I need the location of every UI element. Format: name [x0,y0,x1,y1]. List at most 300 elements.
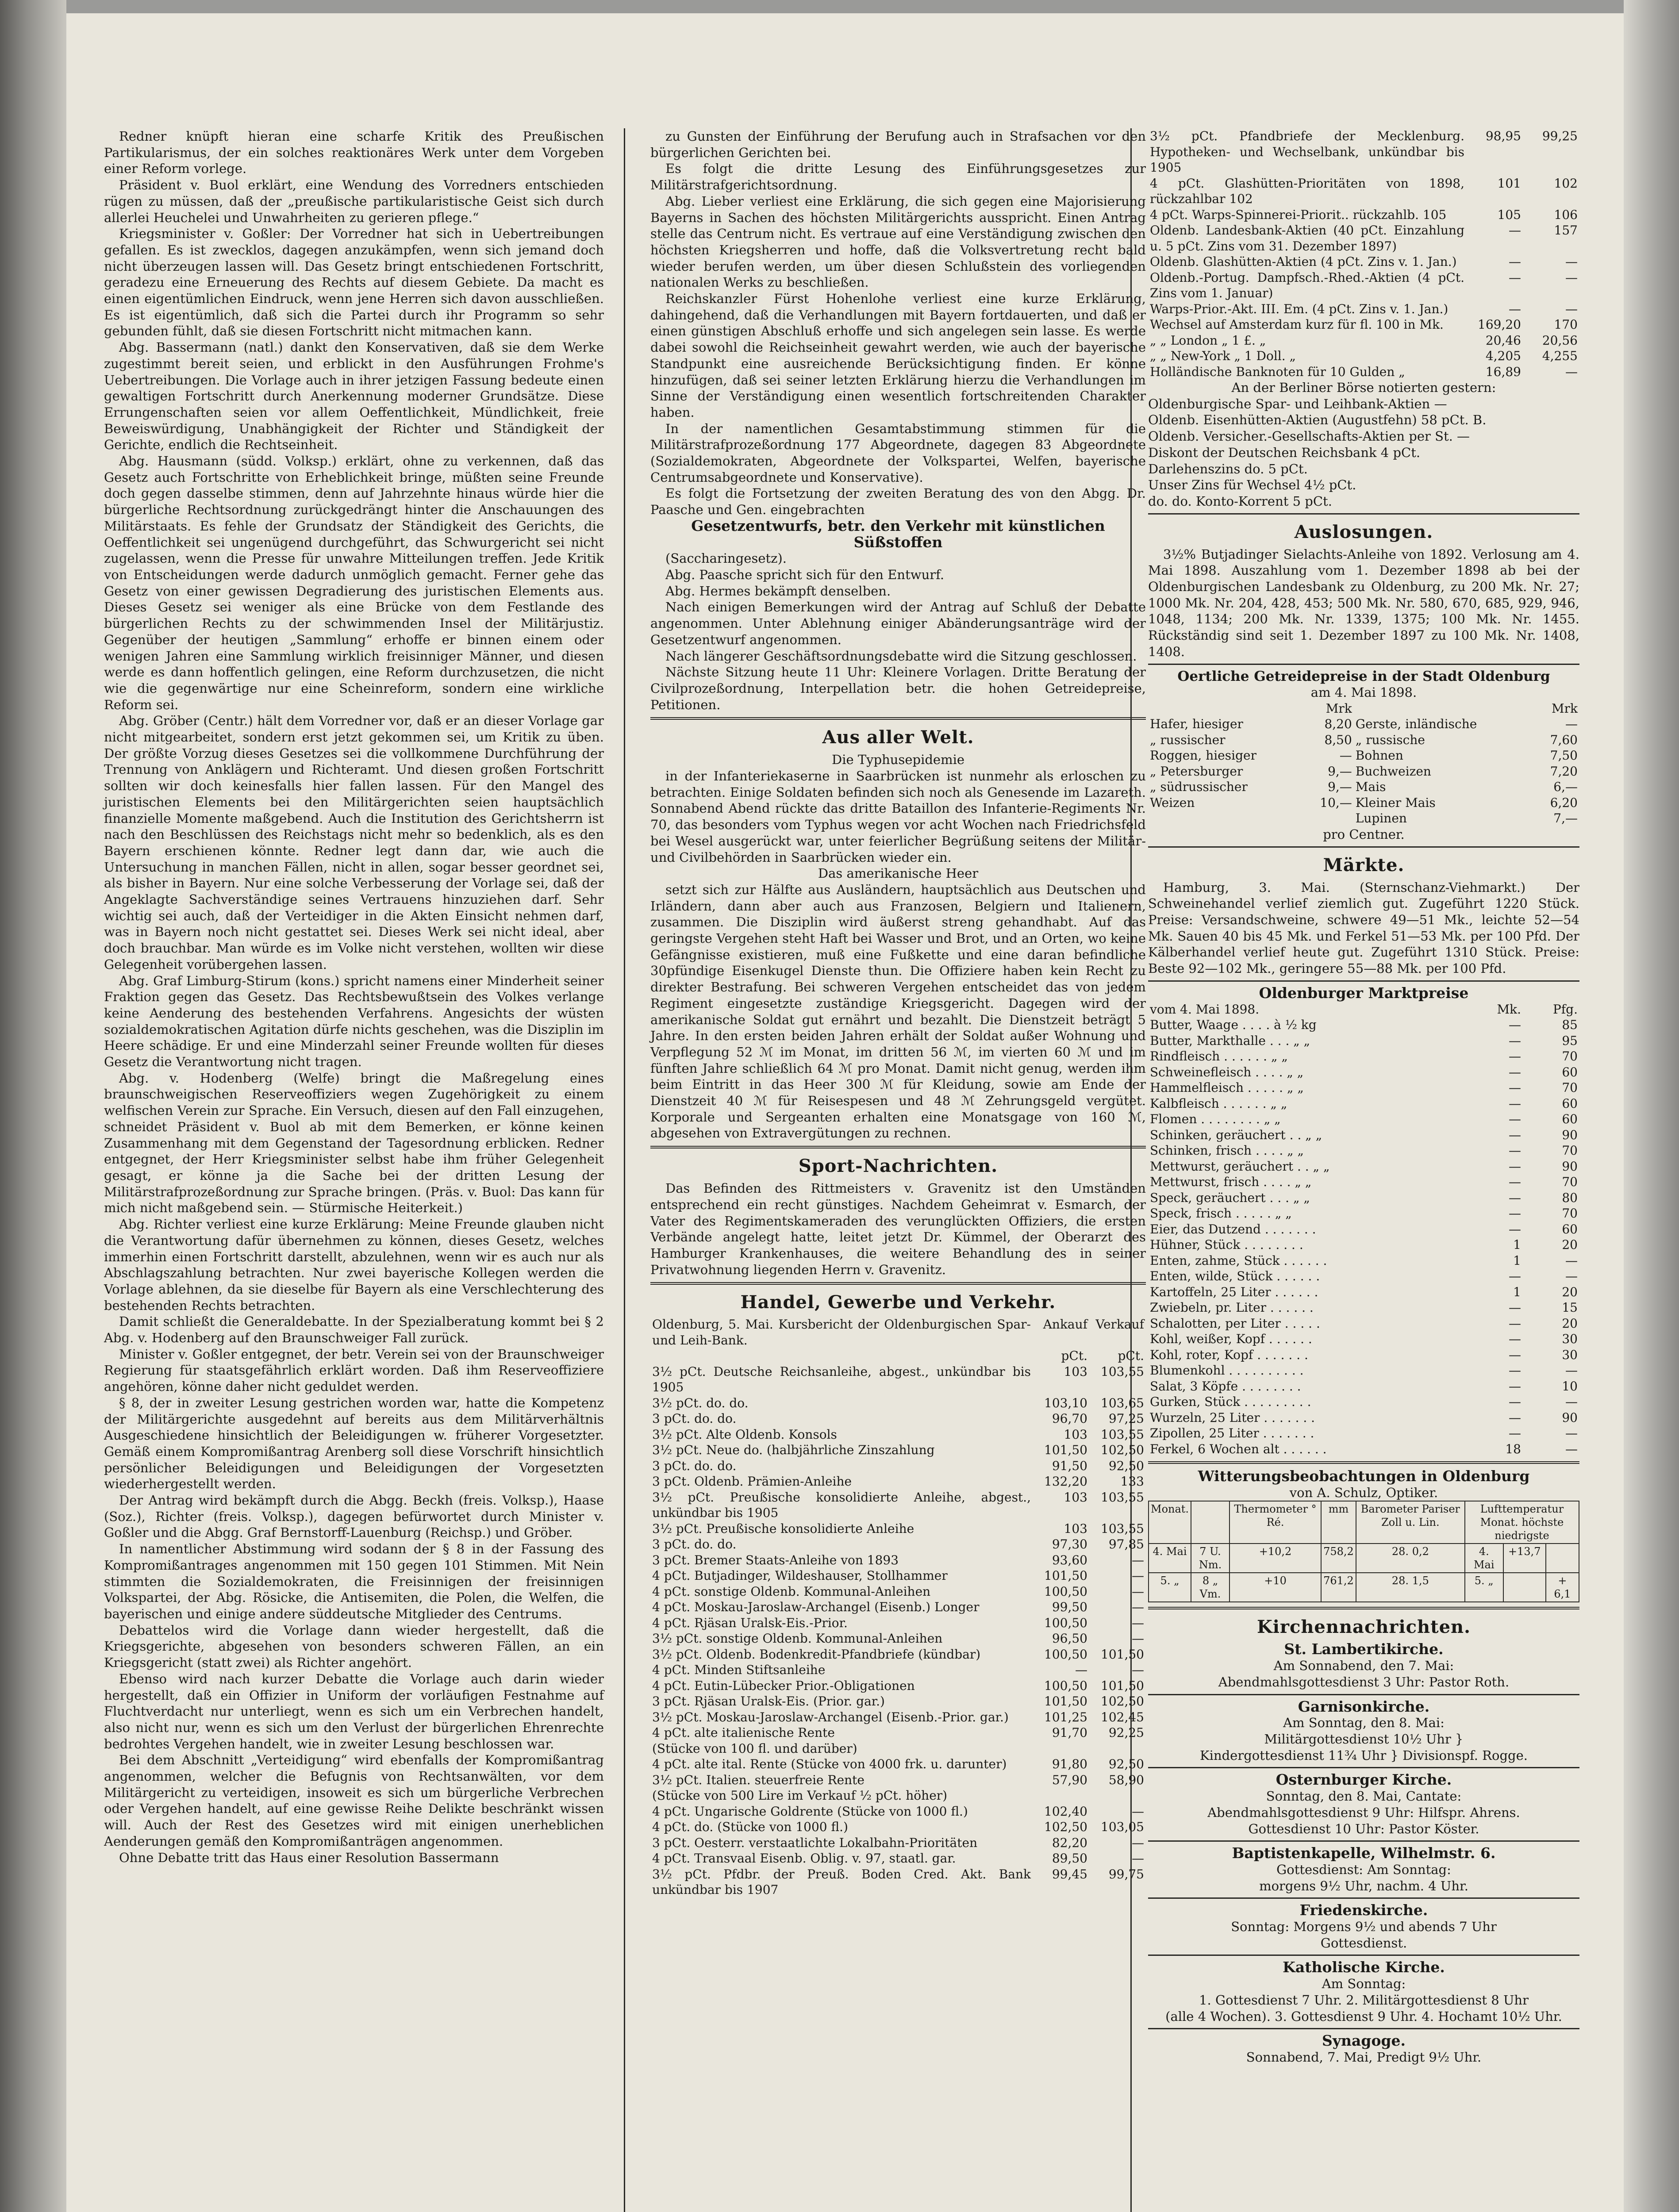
market-price-row [1148,1064,1579,1080]
paragraph: Reichskanzler Fürst Hohenlohe verliest eine kurze Erklärung, dahingehend, daß die Verhandlungen mit Bayern fortdauerten, und daß er einen günstigen Abschluß erhoffe und sich angelegen sein lasse. Es werde dabei sowohl die Reichseinheit gewahrt werden, wie auch der bayerische Standpunkt eine ausreichende Berücksichtigung finden. Er könne hinzufügen, daß sei seiner letzten Erklärung hierzu die Verhandlungen im Sinne der Verständigung einen wesentlich fortschreitenden Charakter haben. [650,291,1146,420]
market-col-mk: Mk. [1497,1002,1521,1017]
trade-row-cell: 100,50 [1044,1678,1087,1693]
trade-row [650,1741,1146,1757]
trade-row-cell: 4 pCt. Eutin-Lübecker Prior.-Obligationen [652,1678,915,1693]
market-price-row [1148,1425,1579,1441]
trade-row-cell: 103,55 [1101,1427,1144,1442]
paragraph: Abg. Paasche spricht sich für den Entwurf. [665,567,945,582]
trade-col-unit: pCt. [1118,1348,1144,1363]
trade-row-cell: 103 [1064,1521,1087,1536]
weather-col: mm [1321,1501,1356,1544]
paragraph: zu Gunsten der Einführung der Berufung auch in Strafsachen vor den bürgerlichen Gerichten bei. [650,129,1146,160]
trade-row-cell: 4 pCt. sonstige Oldenb. Kommunal-Anleihen [652,1584,931,1599]
stock-row-cell: Oldenb. Glashütten-Aktien (4 pCt. Zins v. 1. Jan.) [1150,254,1457,269]
bill-paragraphs [650,550,1146,713]
stock-row-cell: 101 [1497,176,1521,191]
market-price-row [1148,1253,1579,1269]
trade-row-cell: 101,50 [1101,1647,1144,1662]
trade-row-cell: 97,30 [1052,1537,1087,1552]
section-divider [1148,2028,1579,2029]
berlin-line: Oldenburgische Spar- und Leihbank-Aktien — [1148,396,1447,411]
church-line: Am Sonntag: [1322,1976,1406,1992]
trade-row-cell: 4 pCt. Minden Stiftsanleihe [652,1663,826,1678]
section-divider [1148,1767,1579,1768]
weather-cell: +10 [1229,1573,1321,1602]
stock-row-cell: 105 [1497,207,1521,222]
trade-rates-table [650,1364,1146,1898]
trade-row-cell: 103,55 [1101,1364,1144,1379]
stock-row-cell: „ „ London „ 1 £. „ [1150,333,1266,348]
market-price-row-cell: — [1565,1253,1578,1268]
trade-row-cell: 99,45 [1052,1866,1087,1882]
market-price-row-cell: Butter, Waage . . . . à ½ kg [1150,1018,1317,1033]
market-price-row-cell: 60 [1562,1064,1578,1079]
berlin-line: Oldenb. Eisenhütten-Aktien (Augustfehn) 58 pCt. B. [1148,412,1487,428]
market-price-row-cell: Schalotten, per Liter . . . . . [1150,1316,1320,1331]
market-price-row-cell: 70 [1562,1143,1578,1158]
church-line: morgens 9½ Uhr, nachm. 4 Uhr. [1259,1878,1468,1893]
grain-unit: Mrk [1326,701,1352,716]
stock-row-cell: Oldenb. Landesbank-Aktien (40 pCt. Einzahlung u. 5 pCt. Zins vom 31. Dezember 1897) [1150,223,1464,253]
trade-row-cell: 92,50 [1108,1757,1144,1772]
weather-cell: 7 U. Nm. [1191,1544,1229,1573]
weather-cell: 758,2 [1321,1544,1356,1573]
grain-cell: 7,60 [1550,732,1578,747]
market-col-pfg: Pfg. [1552,1002,1578,1017]
section-divider [1148,1694,1579,1695]
stock-row-cell: Holländische Banknoten für 10 Gulden „ [1150,364,1405,379]
trade-row-cell: 82,20 [1052,1835,1087,1850]
trade-row-cell: 3½ pCt. Preußische konsolidierte Anleihe [652,1521,914,1536]
market-price-row [1148,1221,1579,1237]
market-price-row-cell: Gurken, Stück . . . . . . . . . [1150,1394,1311,1409]
stock-row-cell: — [1565,270,1578,285]
trade-row-cell: 89,50 [1052,1851,1087,1866]
paragraph: § 8, der in zweiter Lesung gestrichen worden war, hatte die Kompetenz der Militärgerichte ausgedehnt auf bereits aus dem Militärverhältnis Ausgeschiedene hinsichtlich der Beleidigungen w. früherer Vorgesetzter. Gemäß einem Kompromißantrag Arenberg soll diese Vorschrift hinsichtlich persönlicher Beleidigungen und Beleidigungen der Vorgesetzten wiederhergestellt werden. [104,1395,604,1492]
page-edge [1624,0,1679,2212]
grain-row [1148,795,1579,811]
grain-date: am 4. Mai 1898. [1310,685,1417,700]
market-price-row [1148,1316,1579,1332]
paragraph: Abg. Richter verliest eine kurze Erklärung: Meine Freunde glauben nicht die Verantwortung dafür übernehmen zu können, dieses Gesetz, welches immerhin einen Fortschritt darstellt, abzulehnen, wenn wir es auch nur als Abschlagszahlung betrachten. Nur zwei bayerische Kollegen werden die Vorlage ablehnen, da sie dieselbe für Bayern als eine Verschlechterung des bestehenden Rechts betrachten. [104,1217,604,1313]
paragraph: Abg. Hermes bekämpft denselben. [665,583,891,599]
grain-cell: 6,— [1553,780,1578,795]
trade-row-cell: 3 pCt. Bremer Staats-Anleihe von 1893 [652,1552,899,1567]
church-line: Abendmahlsgottesdienst 9 Uhr: Hilfspr. Ahrens. [1207,1805,1520,1820]
trade-row [650,1678,1146,1694]
stock-row-cell: 4 pCt. Glashütten-Prioritäten von 1898, rückzahlbar 102 [1150,176,1464,206]
trade-row-cell: — [1132,1600,1144,1615]
trade-row [650,1756,1146,1772]
grain-cell: Weizen [1150,795,1195,810]
church-line: Kindergottesdienst 11¾ Uhr } Divisionspf. Rogge. [1200,1747,1528,1763]
market-price-row [1148,1096,1579,1112]
grain-cell: 9,— [1328,764,1352,779]
paragraph: Ohne Debatte tritt das Haus einer Resolution Bassermann [119,1850,499,1865]
church-line: Abendmahlsgottesdienst 3 Uhr: Pastor Roth. [1218,1674,1510,1690]
trade-row-cell: 103,55 [1101,1521,1144,1536]
grain-cell: „ Petersburger [1150,764,1243,779]
catholic-heading: Katholische Kirche. [1283,1959,1445,1976]
section-divider [1148,664,1579,665]
market-price-row-cell: Speck, frisch . . . . . „ „ [1150,1206,1292,1221]
section-divider [1148,1955,1579,1956]
trade-row-cell: (Stücke von 500 Lire im Verkauf ½ pCt. höher) [652,1788,948,1803]
baptist-heading: Baptistenkapelle, Wilhelmstr. 6. [1232,1844,1496,1862]
church-notices [1148,1641,1579,2065]
market-price-row [1148,1441,1579,1457]
section-divider [1148,1607,1579,1609]
trade-row [650,1725,1146,1741]
market-price-row-cell: Zipollen, 25 Liter . . . . . . . [1150,1426,1314,1441]
trade-row-cell: 100,50 [1044,1615,1087,1630]
market-price-row [1148,1143,1579,1159]
market-price-row [1148,1363,1579,1379]
stock-row [1148,270,1579,301]
market-price-row-cell: Enten, wilde, Stück . . . . . . [1150,1269,1320,1284]
grain-unit: Mrk [1551,701,1578,716]
trade-row-cell [1089,1741,1146,1757]
trade-row-cell: 102,40 [1044,1804,1087,1819]
weather-cell: 4. Mai [1465,1544,1503,1573]
trade-row-cell: — [1132,1615,1144,1630]
market-price-row-cell: — [1509,1033,1521,1048]
weather-cell: 8 „ Vm. [1191,1573,1229,1602]
paragraph: In der namentlichen Gesamtabstimmung stimmen für die Militärstrafprozeßordnung 177 Abgeordnete, dagegen 83 Abgeordnete (Sozialdemokraten, Abgeordnete der Volkspartei, Welfen, bayerische Centrumsabgeordnete und Konservative). [650,421,1146,485]
market-price-row-cell: Speck, geräuchert . . . „ „ [1150,1190,1310,1205]
market-price-row-cell: — [1509,1379,1521,1394]
trade-row [650,1395,1146,1411]
berlin-line: An der Berliner Börse notierten gestern: [1231,380,1496,395]
market-heading: Märkte. [1323,854,1405,876]
trade-row-cell: 4 pCt. Ungarische Goldrente (Stücke von 1000 fl.) [652,1804,968,1819]
trade-row [650,1552,1146,1568]
stock-row [1148,254,1579,270]
berlin-line: Unser Zins für Wechsel 4½ pCt. [1148,477,1356,493]
market-price-row [1148,1379,1579,1394]
weather-col: Barometer Pariser Zoll u. Lin. [1356,1501,1465,1544]
paragraph: Präsident v. Buol erklärt, eine Wendung des Vorredners entschieden rügen zu müssen, daß der „preußische partikularistische Geist sich durch allerlei Heuchelei und Unwahrheiten zu gerieren pflege.“ [104,177,604,225]
market-price-row-cell: — [1509,1143,1521,1158]
market-price-row-cell: Wurzeln, 25 Liter . . . . . . . [1150,1410,1315,1425]
trade-row-cell: 133 [1120,1474,1144,1489]
bill-title: Gesetzentwurfs, betr. den Verkehr mit künstlichen Süßstoffen [691,517,1105,551]
market-price-row-cell: 90 [1562,1410,1578,1425]
trade-row-cell: 92,50 [1108,1458,1144,1473]
trade-row [650,1599,1146,1615]
trade-row [650,1819,1146,1835]
grain-prices-table [1148,701,1579,826]
trade-row [650,1866,1146,1898]
trade-row-cell: 103 [1064,1364,1087,1379]
column-right [1148,128,1579,2066]
grain-cell: Lupinen [1355,811,1407,826]
stock-row-cell: — [1565,301,1578,316]
market-price-row-cell: — [1509,1300,1521,1315]
trade-row [650,1615,1146,1631]
market-price-row [1148,1237,1579,1253]
trade-row-cell: 102,45 [1101,1709,1144,1724]
trade-row-cell: 101,50 [1044,1694,1087,1709]
market-price-row-cell: Flomen . . . . . . . . „ „ [1150,1112,1281,1127]
stock-row-cell: — [1565,364,1578,379]
trade-row-cell [1033,1741,1089,1757]
grain-cell: Kleiner Mais [1355,795,1436,810]
market-price-row-cell: — [1509,1049,1521,1064]
market-price-row-cell: 20 [1562,1284,1578,1299]
typhus-text: in der Infanteriekaserne in Saarbrücken ist nunmehr als erloschen zu betrachten. Einige Soldaten befinden sich noch als Genesende im Lazareth. Sonnabend Abend rückte das dritte Bataillon des Infanterie-Regiments Nr. 70, das besonders vom Typhus wegen vor acht Wochen nach Friedrichsfeld bei Wesel ausgerückt war, unter feierlicher Begrüßung seitens der Militär- und Civilbehörden in Saarbrücken wieder ein. [650,768,1146,865]
market-price-row [1148,1268,1579,1284]
market-price-row-cell: — [1509,1206,1521,1221]
paragraph: Abg. Hausmann (südd. Volksp.) erklärt, ohne zu verkennen, daß das Gesetz auch Fortschritte von Erheblichkeit bringe, müßten seine Freunde doch gegen dasselbe stimmen, denn auf Jahrzehnte hinaus würde hier die bürgerliche Rechtsordnung zurückgedrängt hinter die Anschauungen des Militärstaats. Es fehle der Grundsatz der Ständigkeit des Gerichts, die Oeffentlichkeit sei ungenügend durchgeführt, das Schwurgericht sei nicht zugelassen, wenn die Presse für unwahre Mitteilungen treffen. Jede Kritik von Entscheidungen werde dadurch unmöglich gemacht. Ferner gehe das Gesetz von einer gewissen Degradierung des juristischen Elements aus. Dieses Gesetz sei weniger als eine Brücke von dem Festlande des bürgerlichen Rechts zu der schwimmenden Insel der Militärjustiz. Gegenüber der heutigen „Sammlung“ erhoffe er binnen einem oder wenigen Jahren eine Sammlung wirklich freisinniger Männer, und diesen werde es dann hoffentlich gelingen, eine Reform durchzusetzen, die nicht wie die gegenwärtige nur eine Scheinreform, sondern eine wirkliche Reform sei. [104,453,604,712]
osternburg-heading: Osternburger Kirche. [1276,1771,1452,1789]
trade-row-cell: 97,25 [1108,1411,1144,1426]
grain-row [1148,764,1579,780]
stock-row [1148,364,1579,380]
market-price-row [1148,1331,1579,1347]
grain-heading: Oertliche Getreidepreise in der Stadt Oldenburg [1177,668,1550,684]
grain-row [1148,810,1579,826]
column-middle [650,128,1146,1898]
trade-row-cell: 96,70 [1052,1411,1087,1426]
stock-row-cell: 20,46 [1485,333,1521,348]
market-price-row-cell: 30 [1562,1347,1578,1362]
trade-row [650,1694,1146,1709]
paragraph: Nach längerer Geschäftsordnungsdebatte wird die Sitzung geschlossen. [665,648,1137,664]
paragraph: Redner knüpft hieran eine scharfe Kritik des Preußischen Partikularismus, der ein solches reaktionäres Werk unter dem Vorgeben einer Reform vorlege. [104,129,604,177]
trade-row-cell: 100,50 [1044,1647,1087,1662]
market-price-row-cell: 70 [1562,1206,1578,1221]
market-price-row-cell: — [1509,1064,1521,1079]
stock-row-cell: 16,89 [1485,364,1521,379]
trade-row-cell: 91,50 [1052,1458,1087,1473]
market-price-row-cell: — [1565,1441,1578,1456]
market-price-row-cell: Schweinefleisch . . . . „ „ [1150,1064,1304,1079]
paragraph: Minister v. Goßler entgegnet, der betr. Verein sei von der Braunschweiger Regierung für staatsgefährlich erklärt worden. Daß ihm Reserveoffiziere angehören, könne daher nicht geduldet werden. [104,1346,604,1394]
stock-row-cell: 4 pCt. Warps-Spinnerei-Priorit.. rückzahlb. 105 [1150,207,1447,222]
trade-row-cell: 3½ pCt. Pfdbr. der Preuß. Boden Cred. Akt. Bank unkündbar bis 1907 [652,1866,1031,1897]
stock-row [1148,333,1579,349]
trade-row [650,1458,1146,1474]
grain-cell: 7,20 [1550,764,1578,779]
weather-subtitle: von A. Schulz, Optiker. [1289,1485,1438,1500]
weather-cell: +10,2 [1229,1544,1321,1573]
market-price-row-cell: Mettwurst, geräuchert . . „ „ [1150,1159,1330,1174]
trade-row [650,1442,1146,1458]
church-line: Am Sonntag, den 8. Mai: [1283,1715,1445,1731]
grain-row [1148,732,1579,748]
section-divider [1148,1897,1579,1899]
trade-row-cell: 101,25 [1044,1709,1087,1724]
market-price-row-cell: — [1509,1159,1521,1174]
market-price-row [1148,1127,1579,1143]
market-price-row-cell: Schinken, geräuchert . . „ „ [1150,1127,1322,1142]
stock-row-cell: 157 [1554,223,1578,238]
market-price-row [1148,1017,1579,1033]
market-price-row-cell: 70 [1562,1080,1578,1095]
trade-row-cell: 3 pCt. Oldenb. Prämien-Anleihe [652,1474,852,1489]
trade-row-cell: 103 [1064,1490,1087,1505]
weather-row [1149,1573,1579,1602]
weather-cell [1503,1573,1546,1602]
paragraph: Abg. v. Hodenberg (Welfe) bringt die Maßregelung eines braunschweigischen Reserveoffiziers wegen Zugehörigkeit zu einem welfischen Verein zur Sprache. Ein Versuch, diesen auf den Fall einzugehen, schneidet Präsident v. Buol ab mit dem Bemerken, er könne keinen Zusammenhang mit dem Gegenstand der Tagesordnung erblicken. Redner entgegnet, der Herr Kriegsminister selbst habe ihm früher Gelegenheit gesagt, er könne ja die Sache bei der dritten Lesung der Militärstrafprozeßordnung zur Sprache bringen. (Präs. v. Buol: Das kann für mich nicht maßgebend sein. — Stürmische Heiterkeit.) [104,1070,604,1216]
church-line: (alle 4 Wochen). 3. Gottesdienst 9 Uhr. 4. Hochamt 10½ Uhr. [1165,2008,1562,2024]
market-price-row [1148,1347,1579,1363]
berlin-exchange [1148,380,1579,510]
market-price-row [1148,1080,1579,1096]
trade-header-table [650,1317,1146,1364]
trade-row-cell: 4 pCt. Butjadinger, Wildeshauser, Stollhammer [652,1568,948,1583]
grain-cell: 9,— [1328,780,1352,795]
weather-cell: + 6,1 [1546,1573,1579,1602]
weather-cell: 28. 0,2 [1356,1544,1465,1573]
grain-cell: 7,50 [1550,748,1578,763]
trade-row-cell: 102,50 [1101,1443,1144,1458]
stock-row [1148,223,1579,254]
market-price-row-cell: 90 [1562,1159,1578,1174]
market-price-row-cell: Kartoffeln, 25 Liter . . . . . . [1150,1284,1318,1299]
paragraph: In namentlicher Abstimmung wird sodann der § 8 in der Fassung des Kompromißantrages angenommen mit 150 gegen 101 Stimmen. Mit Nein stimmten die Sozialdemokraten, die Freisinnigen der freisinnigen Volkspartei, der Abg. Rösicke, die Antisemiten, die Polen, die Welfen, die bayerischen und einige andere süddeutsche Mitglieder des Centrums. [104,1541,604,1621]
church-line: Sonntag: Morgens 9½ und abends 7 Uhr [1231,1919,1497,1935]
sport-heading: Sport-Nachrichten. [798,1156,998,1177]
trade-row [650,1788,1146,1804]
stock-row-cell: „ „ New-York „ 1 Doll. „ [1150,349,1296,363]
market-price-row-cell: 1 [1513,1284,1521,1299]
trade-row-cell: (Stücke von 100 fl. und darüber) [652,1741,857,1756]
weather-cell: +13,7 [1503,1544,1546,1573]
market-price-row-cell: Schinken, frisch . . . . „ „ [1150,1143,1304,1158]
trade-row [650,1851,1146,1866]
berlin-line: Diskont der Deutschen Reichsbank 4 pCt. [1148,445,1421,460]
trade-row [650,1364,1146,1395]
trade-heading: Handel, Gewerbe und Verkehr. [740,1292,1056,1313]
market-price-row [1148,1300,1579,1316]
market-price-row-cell: Blumenkohl . . . . . . . . . . [1150,1363,1304,1378]
market-price-row [1148,1159,1579,1175]
trade-row-cell: — [1132,1804,1144,1819]
trade-row [650,1772,1146,1788]
trade-row-cell: 3½ pCt. sonstige Oldenb. Kommunal-Anleihen [652,1631,943,1646]
section-divider [650,1282,1146,1285]
paragraph: Abg. Graf Limburg-Stirum (kons.) spricht namens einer Minderheit seiner Fraktion gegen das Gesetz. Das Rechtsbewußtsein des Volkes verlange keine Aenderung des bestehenden Verfahrens. Angesichts der wüsten sozialdemokratischen Agitation dürfe nichts geschehen, was die Disziplin im Heere schädige. Er und eine Minderzahl seiner Freunde wollten für dieses Gesetz die Verantwortung nicht tragen. [104,973,604,1070]
column-rule-1 [624,128,625,2212]
stock-row-cell: — [1509,301,1521,316]
market-price-row [1148,1033,1579,1049]
trade-row-cell: 103,05 [1101,1820,1144,1835]
column-parliament-report [104,128,604,1866]
trade-row-cell: — [1132,1568,1144,1583]
trade-row-cell: 3 pCt. do. do. [652,1458,737,1473]
market-price-row [1148,1190,1579,1206]
market-price-row-cell: — [1509,1363,1521,1378]
market-price-row-cell: — [1509,1221,1521,1237]
trade-row-cell: — [1132,1584,1144,1599]
grain-cell: Bohnen [1355,748,1403,763]
paragraph: Es folgt die dritte Lesung des Einführungsgesetzes zur Militärstrafgerichtsordnung. [650,161,1146,193]
trade-row-cell: 3½ pCt. Preußische konsolidierte Anleihe, abgest., unkündbar bis 1905 [652,1490,1031,1521]
market-price-row-cell: — [1509,1175,1521,1190]
trade-row-cell: 3½ pCt. Alte Oldenb. Konsols [652,1427,837,1442]
paragraph: Nach einigen Bemerkungen wird der Antrag auf Schluß der Debatte angenommen. Unter Ablehnung einiger Abänderungsanträge wird der Gesetzentwurf angenommen. [650,599,1146,647]
trade-row-cell: 3 pCt. do. do. [652,1411,737,1426]
church-line: Gottesdienst 10 Uhr: Pastor Köster. [1248,1821,1479,1836]
stock-row [1148,348,1579,364]
market-price-row-cell: — [1509,1269,1521,1284]
grain-cell: „ russischer [1150,732,1226,747]
trade-row-cell: 3 pCt. Oesterr. verstaatlichte Lokalbahn-Prioritäten [652,1835,978,1850]
grain-cell: Gerste, inländische [1355,717,1477,732]
trade-row-cell: 99,75 [1108,1866,1144,1882]
grain-cell: „ russische [1355,732,1425,747]
market-price-row-cell: 20 [1562,1316,1578,1331]
parliament-paragraphs [104,128,604,1866]
stock-row-cell: — [1509,254,1521,269]
market-price-row-cell: Kohl, roter, Kopf . . . . . . . [1150,1347,1308,1362]
trade-row [650,1662,1146,1678]
section-divider [650,1146,1146,1148]
section-divider [1148,846,1579,848]
market-price-row-cell: 1 [1513,1237,1521,1252]
grain-cell [1297,810,1354,826]
section-divider [1148,980,1579,982]
trade-row-cell: 3½ pCt. Deutsche Reichsanleihe, abgest., unkündbar bis 1905 [652,1364,1031,1395]
market-price-row-cell: 60 [1562,1096,1578,1111]
market-price-row-cell: Eier, das Dutzend . . . . . . . [1150,1221,1316,1237]
paragraph: Kriegsminister v. Goßler: Der Vorredner hat sich in Uebertreibungen gefallen. Es ist zwecklos, dagegen anzukämpfen, wenn sich jemand doch nicht überzeugen lassen will. Das Gesetz bringt entschiedenen Fortschritt, geradezu eine Erneuerung des Rechts auf diesem Gebiete. Da macht es einen eigentümlichen Eindruck, wenn jene Herren sich davon ausschließen. Es ist eigentümlich, daß sich die Partei durch ihr Programm so sehr gebunden fühlt, daß sie diesen Fortschritt nicht mitmachen kann. [104,226,604,339]
market-price-row [1148,1048,1579,1064]
grain-cell: Roggen, hiesiger [1150,748,1256,763]
berlin-line: Oldenb. Versicher.-Gesellschafts-Aktien per St. — [1148,429,1470,444]
market-price-row [1148,1284,1579,1300]
market-price-row-cell: 90 [1562,1127,1578,1142]
trade-row-cell: 91,80 [1052,1757,1087,1772]
market-price-row-cell: Enten, zahme, Stück . . . . . . [1150,1253,1327,1268]
stock-row-cell: — [1509,223,1521,238]
grain-cell: 6,20 [1550,795,1578,810]
market-price-row-cell: Hammelfleisch . . . . . „ „ [1150,1080,1304,1095]
trade-row-cell: 97,85 [1108,1537,1144,1552]
market-price-row [1148,1410,1579,1426]
paragraph: Ebenso wird nach kurzer Debatte die Vorlage auch darin wieder hergestellt, daß ein Offizier in Uniform der vorläufigen Festnahme auf Fluchtverdacht nur unterliegt, wenn es sich um ein Verbrechen handelt, also nicht nur, wenn es sich um den Verlust der bürgerlichen Ehrenrechte bedrohtes Vergehen handelt, wie in zweiter Lesung beschlossen war. [104,1671,604,1751]
market-price-row-cell: — [1509,1394,1521,1409]
trade-row-cell: — [1075,1663,1087,1678]
market-price-row-cell: 15 [1562,1300,1578,1315]
market-price-row-cell: Zwiebeln, pr. Liter . . . . . . [1150,1300,1314,1315]
trade-row-cell: 102,50 [1101,1694,1144,1709]
trade-row-cell: 3½ pCt. Moskau-Jaroslaw-Archangel (Eisenb.-Prior. gar.) [652,1709,1009,1724]
grain-cell: 7,— [1553,811,1578,826]
weather-row [1149,1544,1579,1573]
market-price-row-cell: 70 [1562,1175,1578,1190]
stock-row-cell: 3½ pCt. Pfandbriefe der Mecklenburg. Hypotheken- und Wechselbank, unkündbar bis 1905 [1150,129,1464,175]
grain-cell: 8,20 [1324,717,1352,732]
lottery-text: 3½% Butjadinger Sielachts-Anleihe von 1892. Verlosung am 4. Mai 1898. Auszahlung vom 1. Dezember 1898 ab bei der Oldenburgischen Landesbank zu Oldenburg, zu 200 Mk. Nr. 27; 1000 Mk. Nr. 204, 428, 453; 500 Mk. Nr. 580, 670, 685, 929, 946, 1048, 1134; 200 Mk. Nr. 1339, 1375; 100 Mk. Nr. 1455. Rückständig sind seit 1. Dezember 1897 zu 100 Mk. Nr. 1408, 1408. [1148,546,1579,659]
paragraph: Bei dem Abschnitt „Verteidigung“ wird ebenfalls der Kompromißantrag angenommen, welcher die Befugnis von Rechtsanwälten, vor dem Militärgericht zu verteidigen, insoweit es sich um bürgerliche Verbrechen oder Vergehen handelt, auf eine gewisse Reihe Delikte beschränkt wissen will. Auch der Rest des Gesetzes wird mit einigen unerheblichen Aenderungen gemäß den Kompromißanträgen angenommen. [104,1752,604,1849]
market-price-row-cell: Hühner, Stück . . . . . . . . [1150,1237,1303,1252]
grain-cell: 8,50 [1324,732,1352,747]
trade-row-cell: 4 pCt. Rjäsan Uralsk-Eis.-Prior. [652,1615,848,1630]
grain-cell: Mais [1355,780,1386,795]
market-prices-table [1148,1002,1579,1457]
stock-row-cell: 170 [1554,317,1578,332]
trade-row-cell: 3½ pCt. Italien. steuerfreie Rente [652,1772,865,1787]
market-price-row-cell: — [1509,1190,1521,1205]
weather-cell [1546,1544,1579,1573]
trade-row-cell: — [1132,1663,1144,1678]
market-price-row-cell: Kalbfleisch . . . . . . „ „ [1150,1096,1287,1111]
market-price-row-cell: — [1509,1347,1521,1362]
stock-row-cell: 4,255 [1542,349,1578,363]
